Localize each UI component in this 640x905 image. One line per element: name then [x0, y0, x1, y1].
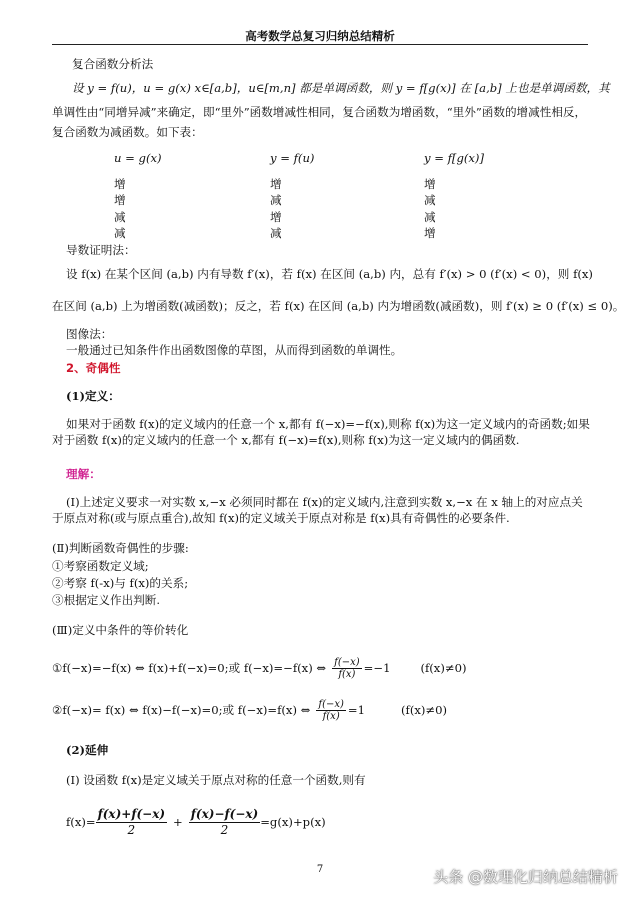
- equiv-odd-value: =−1: [363, 661, 391, 675]
- even-part-denominator: 2: [127, 822, 136, 837]
- decomp-plus: +: [173, 815, 183, 829]
- decomp-lhs: f(x)=: [66, 815, 96, 829]
- derivative-line2: 在区间 (a,b) 上为增函数(减函数)；反之，若 f(x) 在区间 (a,b) 内为增函数(减函数)，则 f′(x) ≥ 0 (f′(x) ≤ 0)。: [52, 299, 625, 313]
- odd-part-denominator: 2: [220, 822, 229, 837]
- composite-title: 复合函数分析法: [72, 57, 154, 71]
- equiv-even-condition: (f(x)≠0): [401, 703, 448, 717]
- odd-part-fraction: [189, 807, 260, 838]
- ratio-fraction: [332, 657, 362, 680]
- para-composite-line1: 设 y = f(u)，u = g(x) x∈[a,b]，u∈[m,n] 都是单调函数，则 y = f[g(x)] 在 [a,b] 上也是单调函数，其: [72, 81, 610, 95]
- derivative-title: 导数证明法：: [66, 243, 136, 257]
- section-parity-heading: 2、奇偶性: [66, 361, 121, 375]
- table-cell: 减: [270, 193, 282, 207]
- watermark: 头条 @数理化归纳总结精析: [433, 868, 618, 886]
- definition-text: 如果对于函数 f(x)的定义域内的任意一个 x,都有 f(−x)=−f(x),则称 f(x)为这一定义域内的奇函数;如果对于函数 f(x)的定义域内的任意一个 x,都有 f(−x)=f(x),则称 f(x)为这一定义域内的偶函数.: [52, 417, 590, 447]
- table-cell: 增: [270, 177, 282, 191]
- table-cell: 减: [114, 226, 126, 240]
- derivative-line1: 设 f(x) 在某个区间 (a,b) 内有导数 f′(x)，若 f(x) 在区间 (a,b) 内，总有 f′(x) > 0 (f′(x) < 0)，则 f(x): [66, 267, 593, 281]
- understand-label: 理解：: [66, 467, 101, 481]
- table-cell: 增: [424, 226, 436, 240]
- step-2: ②考察 f(-x)与 f(x)的关系;: [52, 576, 189, 590]
- para-composite-line3: 复合函数为减函数。如下表：: [52, 125, 203, 139]
- extension-text: (Ⅰ) 设函数 f(x)是定义域关于原点对称的任意一个函数,则有: [66, 773, 366, 787]
- page-number: 7: [316, 864, 324, 875]
- step-1: ①考察函数定义域;: [52, 559, 149, 573]
- table-header-yfu: y = f(u): [270, 151, 315, 165]
- fraction-denominator: f(x): [338, 668, 356, 680]
- equiv-odd-lhs: ①f(−x)=−f(x) ⇔ f(x)+f(−x)=0;或 f(−x)=−f(x) ⇔: [52, 661, 327, 675]
- steps-title: (Ⅱ)判断函数奇偶性的步骤:: [52, 541, 189, 555]
- table-cell: 增: [270, 210, 282, 224]
- table-cell: 减: [424, 193, 436, 207]
- page-header: 高考数学总复习归纳总结精析: [245, 29, 395, 43]
- decomposition-formula: [66, 802, 326, 842]
- table-cell: 减: [270, 226, 282, 240]
- fraction-numerator: f(−x): [334, 656, 360, 668]
- table-cell: 增: [114, 177, 126, 191]
- table-header-yfg: y = f[g(x)]: [424, 151, 484, 165]
- step-3: ③根据定义作出判断.: [52, 593, 161, 607]
- table-cell: 增: [424, 177, 436, 191]
- table-cell: 减: [424, 210, 436, 224]
- header-rule: [52, 44, 588, 45]
- equiv-even-value: =1: [347, 703, 366, 717]
- ratio-fraction: [316, 699, 346, 722]
- definition-title: (1)定义：: [66, 389, 120, 403]
- equiv-odd: [52, 652, 466, 684]
- equiv-title: (Ⅲ)定义中条件的等价转化: [52, 623, 189, 637]
- table-cell: 减: [114, 210, 126, 224]
- odd-part-numerator: f(x)−f(−x): [190, 806, 259, 821]
- para-composite-line2: 单调性由“同增异减”来确定，即“里外”函数增减性相同，复合函数为增函数，“里外”函数的增减性相反，: [52, 105, 587, 119]
- equiv-even-lhs: ②f(−x)= f(x) ⇔ f(x)−f(−x)=0;或 f(−x)=f(x) ⇔: [52, 703, 311, 717]
- graph-title: 图像法：: [66, 327, 113, 341]
- graph-text: 一般通过已知条件作出函数图像的草图，从而得到函数的单调性。: [66, 343, 403, 357]
- equiv-even: [52, 694, 447, 726]
- table-header-ug: u = g(x): [114, 151, 162, 165]
- table-cell: 增: [114, 193, 126, 207]
- even-part-fraction: [96, 807, 167, 838]
- extension-title: (2)延伸: [66, 743, 109, 757]
- fraction-numerator: f(−x): [318, 698, 344, 710]
- understand-point1: (Ⅰ)上述定义要求一对实数 x,−x 必须同时都在 f(x)的定义域内,注意到实数 x,−x 在 x 轴上的对应点关于原点对称(或与原点重合),故知 f(x)的定义域关于原点对称是 f(x)具有奇偶性的必要条件.: [52, 495, 583, 525]
- equiv-odd-condition: (f(x)≠0): [420, 661, 467, 675]
- even-part-numerator: f(x)+f(−x): [97, 806, 166, 821]
- decomp-rhs: =g(x)+p(x): [260, 815, 326, 829]
- fraction-denominator: f(x): [322, 710, 340, 722]
